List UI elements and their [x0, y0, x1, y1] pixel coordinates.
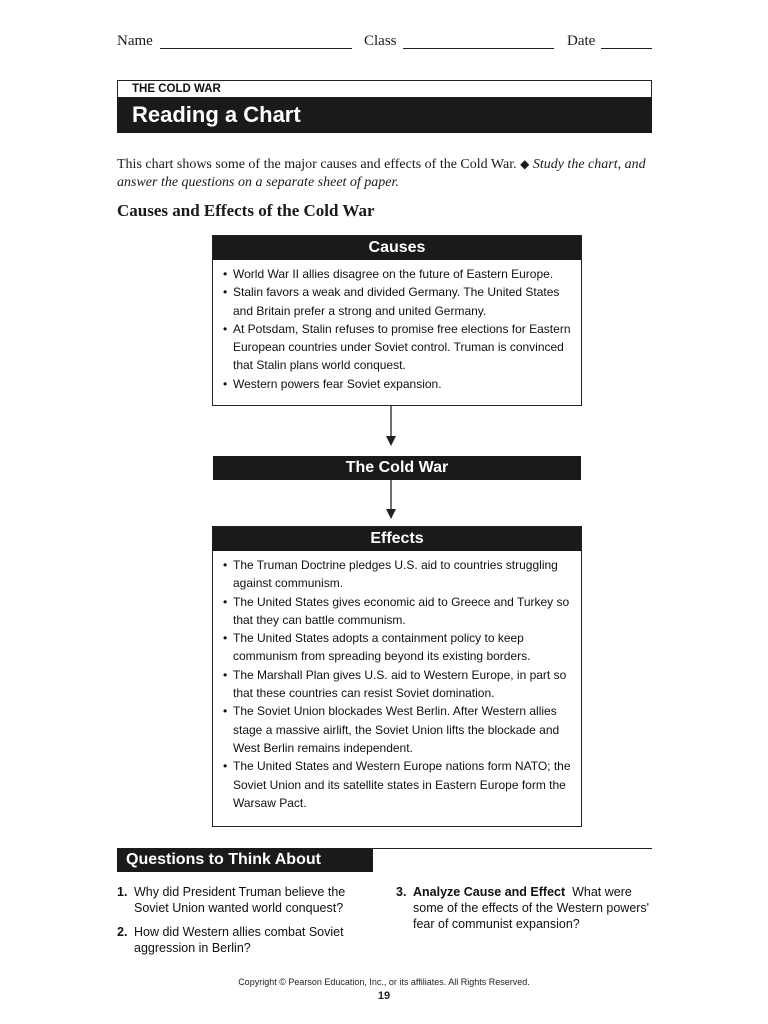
name-label: Name: [117, 33, 153, 49]
effects-item: • The United States and Western Europe nations form NATO; the Soviet Union and its satellite states in Eastern Europe form the Warsaw Pact.: [223, 757, 573, 812]
question-text: What were some of the effects of the Western powers' fear of communist expansion?: [413, 885, 650, 931]
effects-item: • The Soviet Union blockades West Berlin. After Western allies stage a massive airlift, the Soviet Union lifts the blockade and West Berlin remains independent.: [223, 702, 573, 757]
cold-war-label: The Cold War: [213, 456, 581, 480]
diamond-icon: ◆: [520, 157, 530, 171]
intro-paragraph: [117, 155, 652, 192]
intro-instruction: Study the chart, and answer the questions on a separate sheet of paper.: [117, 157, 646, 190]
effects-item: • The Truman Doctrine pledges U.S. aid to countries struggling against communism.: [223, 556, 573, 593]
copyright-text: Copyright © Pearson Education, Inc., or its affiliates. All Rights Reserved.: [238, 977, 530, 987]
causes-item: • Western powers fear Soviet expansion.: [223, 375, 573, 393]
question-text: Why did President Truman believe the Soviet Union wanted world conquest?: [134, 885, 346, 915]
effects-heading: Effects: [213, 527, 581, 551]
banner-title-bar: [117, 98, 652, 133]
banner-kicker-strip: [117, 80, 652, 98]
page-title: Reading a Chart: [132, 102, 301, 127]
causes-item: • World War II allies disagree on the future of Eastern Europe.: [223, 265, 573, 283]
question-number: 3.: [396, 885, 407, 899]
question-item: [117, 924, 375, 956]
causes-box: [212, 235, 582, 406]
question-item: [396, 884, 656, 932]
banner-kicker: THE COLD WAR: [132, 83, 221, 95]
question-lead: Analyze Cause and Effect: [413, 885, 566, 899]
page-number: 19: [377, 990, 391, 1002]
questions-heading: Questions to Think About: [117, 848, 373, 872]
effects-box: [212, 526, 582, 827]
intro-text: This chart shows some of the major causes and effects of the Cold War.: [117, 157, 517, 172]
effects-item: • The United States adopts a containment policy to keep communism from spreading beyond its existing borders.: [223, 629, 573, 666]
question-item: [117, 884, 375, 916]
causes-item: • Stalin favors a weak and divided Germany. The United States and Britain prefer a strong and united Germany.: [223, 283, 573, 320]
class-label: Class: [364, 33, 397, 49]
date-field-line[interactable]: [601, 48, 652, 49]
class-field-line[interactable]: [403, 48, 554, 49]
effects-item: • The United States gives economic aid to Greece and Turkey so that they can battle communism.: [223, 593, 573, 630]
question-number: 2.: [117, 925, 128, 939]
question-number: 1.: [117, 885, 128, 899]
effects-item: • The Marshall Plan gives U.S. aid to Western Europe, in part so that these countries can resist Soviet domination.: [223, 666, 573, 703]
down-arrow-icon: [384, 480, 398, 520]
causes-item: • At Potsdam, Stalin refuses to promise free elections for Eastern European countries under Soviet control. Truman is convinced that Stalin plans world conquest.: [223, 320, 573, 375]
questions-rule: [373, 848, 652, 849]
question-body: [396, 884, 656, 932]
down-arrow-icon: [384, 405, 398, 447]
name-field-line[interactable]: [160, 48, 352, 49]
date-label: Date: [567, 33, 596, 49]
question-text: How did Western allies combat Soviet aggression in Berlin?: [134, 925, 344, 955]
causes-heading: Causes: [213, 236, 581, 260]
section-title: Causes and Effects of the Cold War: [117, 201, 375, 220]
